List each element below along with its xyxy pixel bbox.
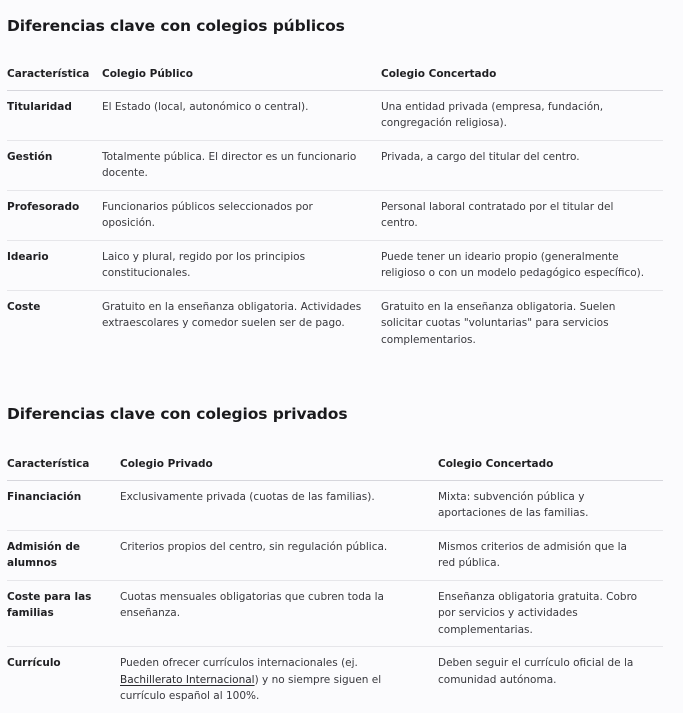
cell-text-after-link: ) y no siempre siguen el currículo español al 100%. bbox=[120, 673, 382, 702]
bachillerato-internacional-link[interactable]: Bachillerato Internacional bbox=[120, 673, 255, 686]
row-label: Coste para las familias bbox=[7, 580, 120, 647]
cell-privado bbox=[120, 647, 438, 713]
cell-publico: Funcionarios públicos seleccionados por oposición. bbox=[102, 190, 381, 240]
cell-privado: Criterios propios del centro, sin regulación pública. bbox=[120, 530, 438, 580]
cell-publico: El Estado (local, autonómico o central). bbox=[102, 90, 381, 140]
cell-privado: Exclusivamente privada (cuotas de las familias). bbox=[120, 480, 438, 530]
cell-publico: Gratuito en la enseñanza obligatoria. Actividades extraescolares y comedor suelen ser de pago. bbox=[102, 300, 362, 329]
table-row-coste bbox=[7, 290, 663, 356]
cell-concertado: Puede tener un ideario propio (generalmente religioso o con un modelo pedagógico específico). bbox=[381, 240, 663, 290]
column-header-colegio-concertado: Colegio Concertado bbox=[438, 446, 663, 480]
table-row-titularidad bbox=[7, 90, 663, 140]
row-label: Currículo bbox=[7, 657, 61, 669]
column-header-colegio-concertado: Colegio Concertado bbox=[381, 56, 663, 90]
table-header-row bbox=[7, 56, 663, 90]
table-row-profesorado bbox=[7, 190, 663, 240]
cell-text-before-link: Pueden ofrecer currículos internacionales (ej. bbox=[120, 657, 358, 669]
cell-concertado: Deben seguir el currículo oficial de la comunidad autónoma. bbox=[438, 657, 634, 686]
cell-concertado: Mixta: subvención pública y aportaciones de las familias. bbox=[438, 480, 663, 530]
column-header-colegio-privado: Colegio Privado bbox=[120, 446, 438, 480]
table-row-financiacion bbox=[7, 480, 663, 530]
table-row-admision bbox=[7, 530, 663, 580]
row-label: Gestión bbox=[7, 140, 102, 190]
table-row-curriculo bbox=[7, 647, 663, 713]
cell-concertado: Enseñanza obligatoria gratuita. Cobro por servicios y actividades complementarias. bbox=[438, 580, 663, 647]
cell-publico: Totalmente pública. El director es un funcionario docente. bbox=[102, 140, 381, 190]
column-header-colegio-publico: Colegio Público bbox=[102, 56, 381, 90]
row-label: Admisión de alumnos bbox=[7, 530, 120, 580]
cell-publico: Laico y plural, regido por los principios constitucionales. bbox=[102, 240, 381, 290]
section-title-privados: Diferencias clave con colegios privados bbox=[7, 405, 348, 423]
cell-concertado: Privada, a cargo del titular del centro. bbox=[381, 140, 663, 190]
cell-concertado: Una entidad privada (empresa, fundación, congregación religiosa). bbox=[381, 90, 663, 140]
column-header-caracteristica: Característica bbox=[7, 56, 102, 90]
cell-privado: Cuotas mensuales obligatorias que cubren toda la enseñanza. bbox=[120, 580, 438, 647]
table-row-coste-familias bbox=[7, 580, 663, 647]
section-title-publicos: Diferencias clave con colegios públicos bbox=[7, 17, 345, 35]
cell-concertado: Personal laboral contratado por el titular del centro. bbox=[381, 190, 663, 240]
row-label: Profesorado bbox=[7, 190, 102, 240]
row-label: Financiación bbox=[7, 480, 120, 530]
row-label: Coste bbox=[7, 300, 41, 313]
row-label: Ideario bbox=[7, 240, 102, 290]
table-header-row bbox=[7, 446, 663, 480]
table-row-gestion bbox=[7, 140, 663, 190]
column-header-caracteristica: Característica bbox=[7, 446, 120, 480]
cell-concertado: Gratuito en la enseñanza obligatoria. Suelen solicitar cuotas "voluntarias" para servicios complementarios. bbox=[381, 300, 616, 346]
row-label: Titularidad bbox=[7, 90, 102, 140]
cell-concertado: Mismos criterios de admisión que la red pública. bbox=[438, 530, 663, 580]
comparison-table-publicos bbox=[7, 56, 663, 356]
table-row-ideario bbox=[7, 240, 663, 290]
